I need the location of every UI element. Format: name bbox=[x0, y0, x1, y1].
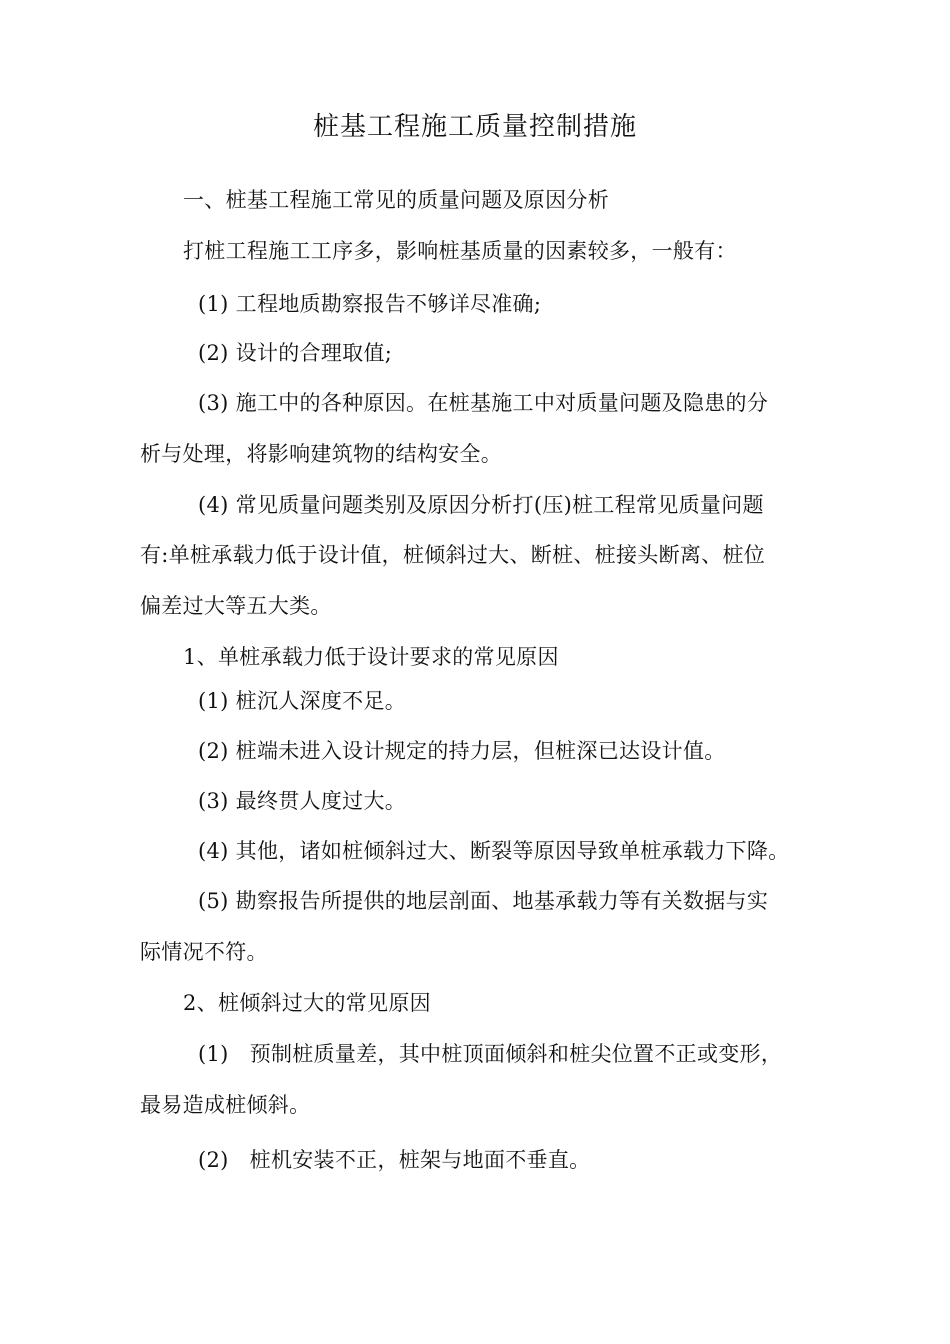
subsection-heading: 2、桩倾斜过大的常见原因 bbox=[183, 991, 431, 1015]
list-item bbox=[198, 787, 406, 815]
item-number: (1) bbox=[198, 292, 229, 316]
item-number: (4) bbox=[198, 839, 229, 863]
item-text: 桩沉人深度不足。 bbox=[235, 689, 407, 713]
item-number: (1) bbox=[198, 1042, 229, 1066]
item-number: (2) bbox=[198, 739, 229, 763]
list-item bbox=[198, 837, 789, 865]
item-text-continuation: 际情况不符。 bbox=[140, 940, 268, 964]
item-text: 其他，诸如桩倾斜过大、断裂等原因导致单桩承载力下降。 bbox=[235, 839, 790, 863]
list-item bbox=[198, 1146, 590, 1174]
item-text: 工程地质勘察报告不够详尽准确; bbox=[235, 292, 542, 316]
item-text: 最终贯人度过大。 bbox=[235, 789, 407, 813]
factor-item bbox=[198, 339, 392, 367]
item-number: (5) bbox=[198, 889, 229, 913]
subsection-heading: 1、单桩承载力低于设计要求的常见原因 bbox=[183, 645, 559, 669]
section-heading: 一、桩基工程施工常见的质量问题及原因分析 bbox=[183, 188, 609, 212]
document-title: 桩基工程施工质量控制措施 bbox=[312, 112, 637, 142]
item-number: (2) bbox=[198, 1148, 229, 1172]
item-text: 设计的合理取值; bbox=[235, 341, 393, 365]
list-item bbox=[198, 687, 406, 715]
list-item bbox=[198, 737, 726, 765]
item-text: 常见质量问题类别及原因分析打(压)桩工程常见质量问题 bbox=[235, 493, 764, 517]
item-number: (3) bbox=[198, 391, 229, 415]
factor-item bbox=[198, 389, 768, 417]
factor-item bbox=[198, 290, 541, 318]
item-text-continuation: 最易造成桩倾斜。 bbox=[140, 1093, 311, 1117]
item-number: (1) bbox=[198, 689, 229, 713]
item-text-continuation: 有:单桩承载力低于设计值，桩倾斜过大、断桩、桩接头断离、桩位 bbox=[140, 543, 766, 567]
list-item bbox=[198, 887, 768, 915]
item-text-continuation: 析与处理，将影响建筑物的结构安全。 bbox=[140, 442, 503, 466]
item-number: (3) bbox=[198, 789, 229, 813]
item-number: (2) bbox=[198, 341, 229, 365]
item-number: (4) bbox=[198, 493, 229, 517]
item-text: 施工中的各种原因。在桩基施工中对质量问题及隐患的分 bbox=[235, 391, 769, 415]
item-text: 预制桩质量差，其中桩顶面倾斜和桩尖位置不正或变形， bbox=[249, 1042, 783, 1066]
intro-paragraph: 打桩工程施工工序多，影响桩基质量的因素较多，一般有： bbox=[183, 239, 737, 263]
item-text: 勘察报告所提供的地层剖面、地基承载力等有关数据与实 bbox=[235, 889, 769, 913]
item-text-continuation: 偏差过大等五大类。 bbox=[140, 594, 332, 618]
factor-item bbox=[198, 491, 764, 519]
item-text: 桩机安装不正，桩架与地面不垂直。 bbox=[249, 1148, 591, 1172]
list-item bbox=[198, 1040, 782, 1068]
item-text: 桩端未进入设计规定的持力层，但桩深已达设计值。 bbox=[235, 739, 726, 763]
